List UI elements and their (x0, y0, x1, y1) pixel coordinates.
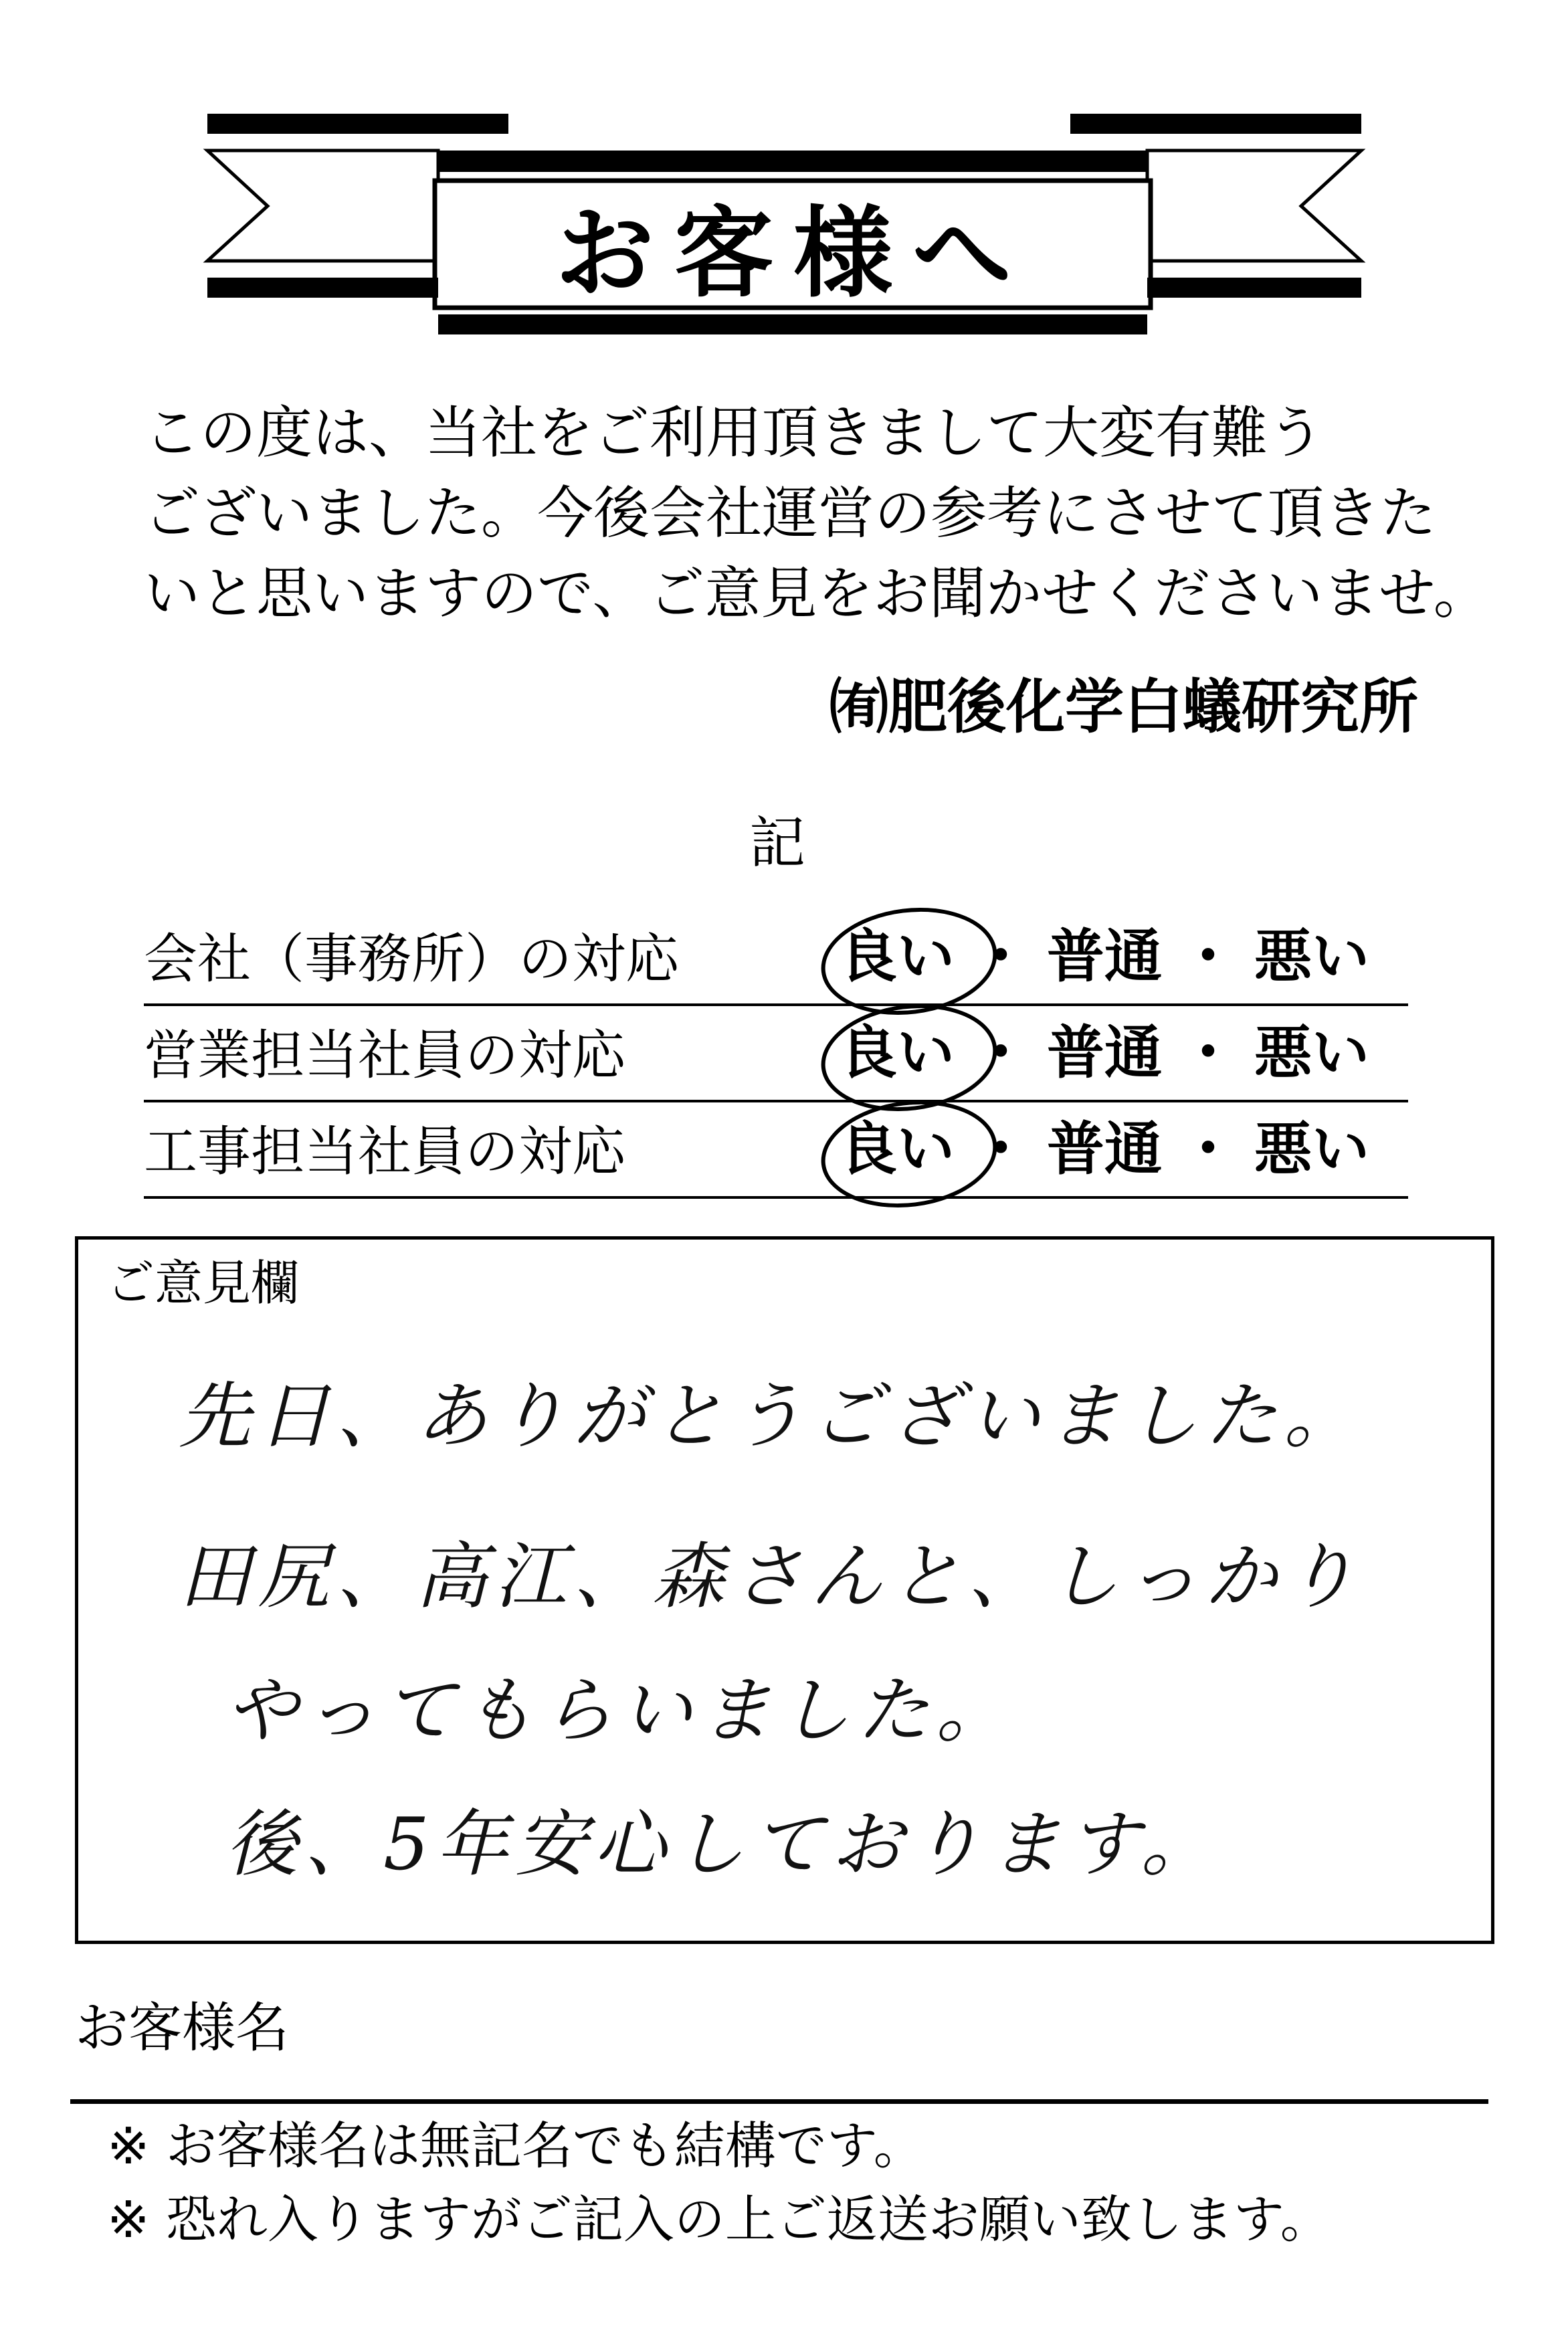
option-good[interactable]: 良い (840, 923, 955, 990)
rating-row-company (144, 910, 1408, 1006)
option-bad[interactable]: 悪い (1254, 1116, 1369, 1183)
handwritten-line-3: やってもらいました。 (225, 1669, 1015, 1753)
option-good[interactable]: 良い (840, 1116, 955, 1183)
ki-heading: 記 (749, 810, 806, 876)
option-bad[interactable]: 悪い (1254, 1019, 1369, 1086)
rating-row-construction (144, 1102, 1408, 1199)
option-separator: ・ (1179, 923, 1237, 990)
rating-options (840, 923, 1369, 990)
rating-options (840, 1116, 1369, 1183)
option-separator: ・ (972, 1116, 1030, 1183)
intro-line-2: ございました。今後会社運営の参考にさせて頂きた (144, 480, 1437, 546)
page-title: お客様へ (555, 195, 1032, 311)
note-2: ※ 恐れ入りますがご記入の上ご返送お願い致します。 (107, 2190, 1331, 2249)
company-name: ㈲肥後化学白蟻研究所 (829, 672, 1418, 741)
opinion-label: ご意見欄 (106, 1255, 300, 1311)
option-normal[interactable]: 普通 (1047, 923, 1162, 990)
selected-circle-mark (815, 1091, 1003, 1218)
handwritten-line-1: 先日、ありがとうございました。 (179, 1375, 1363, 1458)
handwritten-line-4: 後、5年安心しております。 (225, 1803, 1220, 1886)
title-banner (0, 0, 1568, 375)
intro-line-1: この度は、当社をご利用頂きまして大変有難う (144, 400, 1325, 466)
option-normal[interactable]: 普通 (1047, 1116, 1162, 1183)
option-good[interactable]: 良い (840, 1019, 955, 1086)
handwritten-line-2: 田尻、高江、森さんと、しっかり (179, 1535, 1363, 1619)
option-separator: ・ (972, 1019, 1030, 1086)
rating-options (840, 1019, 1369, 1086)
intro-line-3: いと思いますので、ご意見をお聞かせくださいませ。 (144, 561, 1490, 626)
note-1: ※ お客様名は無記名でも結構です。 (107, 2116, 924, 2175)
opinion-box[interactable] (75, 1236, 1494, 1944)
option-separator: ・ (972, 923, 1030, 990)
rating-row-label: 工事担当社員の対応 (144, 1121, 625, 1183)
option-separator: ・ (1179, 1116, 1237, 1183)
customer-name-line[interactable] (70, 2099, 1488, 2104)
rating-row-label: 会社（事務所）の対応 (144, 928, 679, 990)
rating-row-label: 営業担当社員の対応 (144, 1024, 625, 1086)
option-bad[interactable]: 悪い (1254, 923, 1369, 990)
option-separator: ・ (1179, 1019, 1237, 1086)
rating-row-sales (144, 1006, 1408, 1102)
customer-name-label: お客様名 (75, 1997, 289, 2059)
option-normal[interactable]: 普通 (1047, 1019, 1162, 1086)
